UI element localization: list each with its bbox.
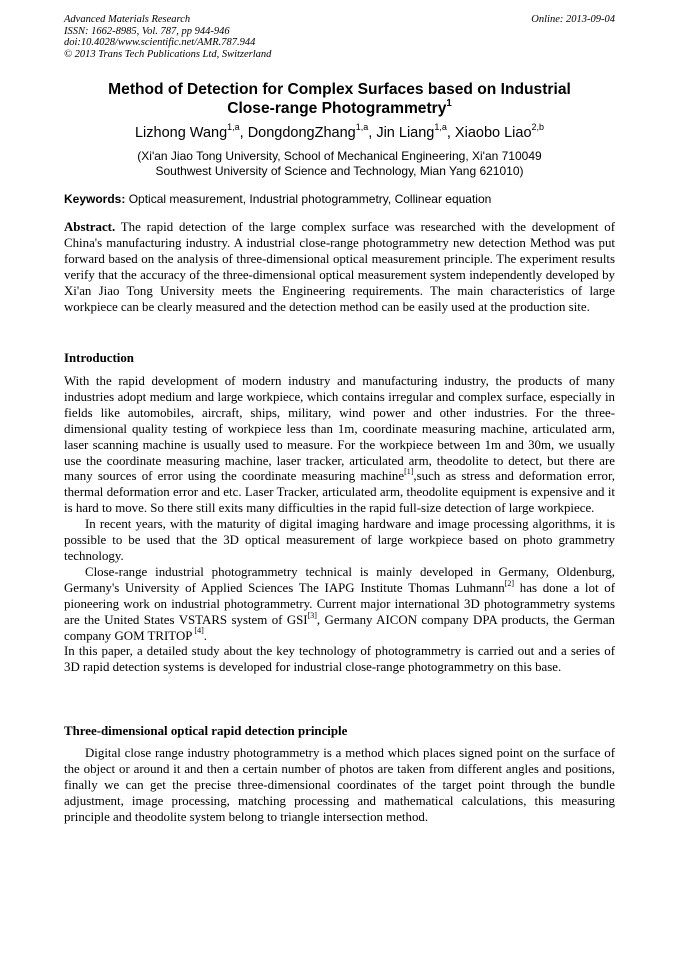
affiliations — [64, 149, 615, 179]
paragraph — [64, 565, 615, 645]
section-body — [64, 746, 615, 826]
author-list — [64, 124, 615, 142]
author — [376, 122, 455, 141]
journal-header — [64, 14, 617, 60]
author-affiliation-mark: 2,b — [531, 122, 545, 133]
author — [134, 122, 248, 141]
paragraph: In this paper, a detailed study about the key technology of photogrammetry is carried out and a series of 3D rapid detection systems is developed for industrial close-range photogrammetry on this base. — [64, 644, 615, 675]
introduction-heading: Introduction — [64, 351, 134, 365]
paragraph-text: has done a lot of pioneering work on industrial photogrammetry. Current major international 3D photogrammetry systems are the United States VSTARS system of GSI — [64, 580, 616, 627]
abstract — [64, 220, 615, 315]
author-affiliation-mark: 1,a — [227, 122, 240, 133]
paragraph-text: With the rapid development of modern industry and manufacturing industry, the products of many industries adopt medium and large workpiece, which contains irregular and complex surface, especially in fields like automobiles, aircraft, ships, military, wind power and other industries. For the three-dimensional quality testing of workpiece less than 1m, coordinate measuring machine, articulated arm, laser scanning machine is usually used to measure. For the workpiece between 1m and 30m, we usually use the coordinate measuring machine, laser tracker, articulated arm, theodolite to detect, but there are many sources of error using the coordinate measuring machine — [64, 374, 615, 484]
paper-title — [64, 80, 615, 118]
author-name: DongdongZhang — [247, 125, 356, 141]
author-separator: , — [239, 125, 248, 141]
paragraph: In recent years, with the maturity of digital imaging hardware and image processing algorithms, it is possible to be used that the 3D optical measurement of large workpiece based on photo grammetry technology. — [64, 517, 615, 563]
paragraph-text: , Germany AICON company DPA products, the German company GOM TRITOP — [64, 612, 615, 643]
citation: [4] — [192, 626, 204, 636]
affiliation-line-2: Southwest University of Science and Technology, Mian Yang 621010) — [155, 164, 524, 178]
author-affiliation-mark: 1,a — [434, 122, 447, 133]
keywords-text: Optical measurement, Industrial photogrammetry, Collinear equation — [125, 192, 492, 206]
author — [247, 122, 377, 141]
journal-copyright: © 2013 Trans Tech Publications Ltd, Switzerland — [64, 48, 272, 60]
citation: [2] — [504, 578, 515, 588]
author-affiliation-mark: 1,a — [355, 122, 369, 133]
introduction-body — [64, 374, 615, 676]
journal-name: Advanced Materials Research — [64, 14, 191, 25]
title-line-1: Method of Detection for Complex Surfaces based on Industrial — [108, 81, 571, 98]
keywords — [64, 191, 615, 207]
paragraph-text: . — [203, 628, 207, 643]
keywords-label: Keywords: — [64, 192, 126, 206]
journal-doi: doi:10.4028/www.scientific.net/AMR.787.944 — [64, 37, 256, 48]
citation: [1] — [404, 467, 414, 477]
journal-issn: ISSN: 1662-8985, Vol. 787, pp 944-946 — [64, 25, 230, 37]
author-name: Jin Liang — [376, 125, 435, 141]
section-heading: Three-dimensional optical rapid detection principle — [64, 724, 348, 738]
author-separator: , — [446, 125, 455, 141]
author-separator: , — [368, 125, 377, 141]
title-line-2 — [64, 99, 615, 118]
author-name: Xiaobo Liao — [454, 125, 532, 141]
affiliation-line-1: (Xi'an Jiao Tong University, School of Mechanical Engineering, Xi'an 710049 — [137, 149, 542, 163]
paragraph — [64, 374, 615, 517]
paragraph-text: Close-range industrial photogrammetry technical is mainly developed in Germany, Oldenburg, Germany's University of Applied Sciences The IAPG Institute Thomas Luhmann — [64, 564, 615, 595]
abstract-text: The rapid detection of the large complex surface was researched with the development of China's manufacturing industry. A industrial close-range photogrammetry new detection Method was put forward based on the analysis of three-dimensional optical measurement principle. The experiment results verify that the accuracy of the three-dimensional optical measurement system independently developed by Xi'an Jiao Tong University meets the Engineering requirements. The main characteristics of large workpiece can be clearly measured and the detection method can be easily used at the production site. — [64, 220, 615, 314]
paragraph: Digital close range industry photogrammetry is a method which places signed point on the surface of the object or around it and then a certain number of photos are taken from different angles and positions, finally we can get the precise three-dimensional coordinates of the target point through the bundle adjustment, image processing, matching processing and mathematical calculations, this measuring principle and theodolite system belong to triangle intersection method. — [64, 746, 615, 824]
online-date: Online: 2013-09-04 — [531, 14, 615, 25]
author-name: Lizhong Wang — [134, 125, 228, 141]
title-line-2-text: Close-range Photogrammetry — [227, 100, 447, 117]
citation: [3] — [307, 610, 317, 620]
author — [454, 122, 545, 141]
title-footnote-mark: 1 — [446, 97, 452, 109]
abstract-label: Abstract. — [64, 220, 116, 234]
paragraph-text: ,such as stress and deformation error, thermal deformation error and etc. Laser Tracker, articulated arm, theodolite equipment is expensive and it is hard to move. So there still exits many difficulties in the rapid full-size detection of large workpiece. — [64, 469, 615, 516]
